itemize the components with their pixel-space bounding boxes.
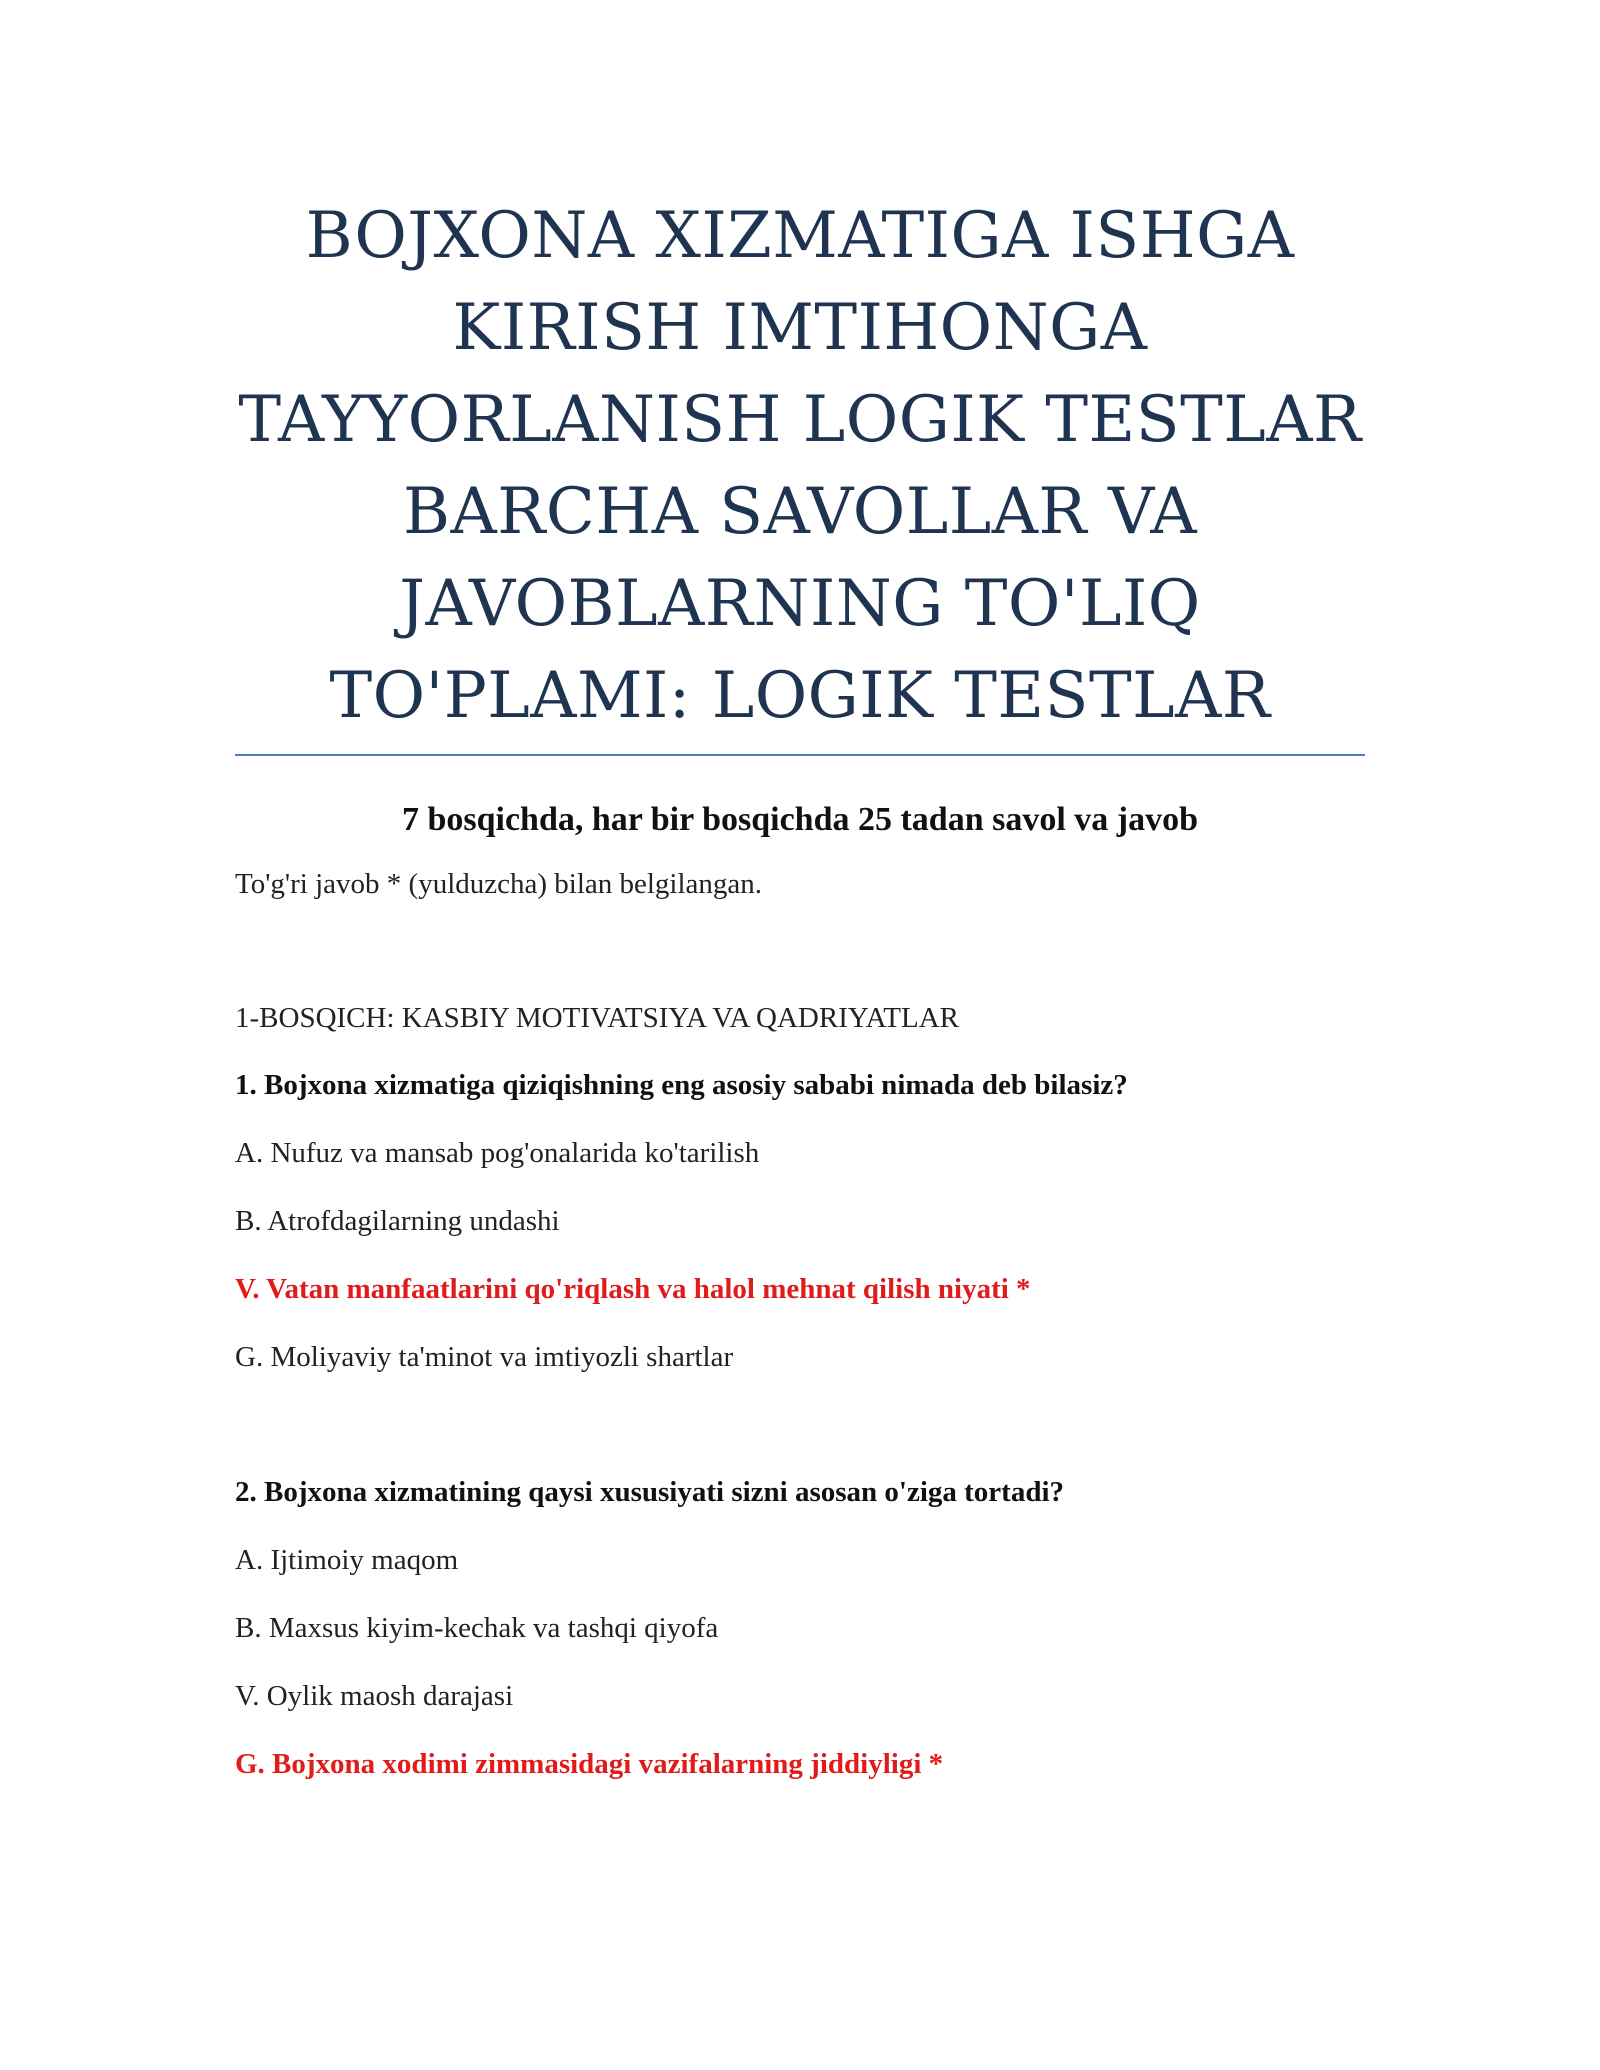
question-block <box>235 1067 1365 1375</box>
question-text: 1. Bojxona xizmatiga qiziqishning eng asosiy sababi nimada deb bilasiz? <box>235 1069 1128 1101</box>
title-line: BOJXONA XIZMATIGA ISHGA <box>305 199 1295 273</box>
answer-option: B. Maxsus kiyim-kechak va tashqi qiyofa <box>235 1612 719 1644</box>
title-line: TAYYORLANISH LOGIK TESTLAR <box>238 383 1362 457</box>
question-block <box>235 1474 1365 1782</box>
answer-option: B. Atrofdagilarning undashi <box>235 1205 560 1237</box>
title-line: JAVOBLARNING TO'LIQ <box>399 567 1201 641</box>
title-line: KIRISH IMTIHONGA <box>452 291 1148 365</box>
title-line: TO'PLAMI: LOGIK TESTLAR <box>329 659 1271 733</box>
question-text: 2. Bojxona xizmatining qaysi xususiyati sizni asosan o'ziga tortadi? <box>235 1476 1065 1508</box>
title-line: BARCHA SAVOLLAR VA <box>402 475 1198 549</box>
stage-heading: 1-BOSQICH: KASBIY MOTIVATSIYA VA QADRIYATLAR <box>235 1002 960 1034</box>
answer-option: V. Oylik maosh darajasi <box>235 1680 514 1712</box>
title-divider <box>235 754 1365 756</box>
document-title <box>235 0 1365 742</box>
answer-option: A. Nufuz va mansab pog'onalarida ko'tarilish <box>235 1137 760 1169</box>
answer-option: A. Ijtimoiy maqom <box>235 1544 459 1576</box>
correct-answer-option: V. Vatan manfaatlarini qo'riqlash va halol mehnat qilish niyati * <box>235 1273 1031 1305</box>
document-subtitle: 7 bosqichda, har bir bosqichda 25 tadan savol va javob <box>401 801 1199 838</box>
correct-answer-option: G. Bojxona xodimi zimmasidagi vazifalarning jiddiyligi * <box>235 1748 944 1780</box>
answer-key-note: To'g'ri javob * (yulduzcha) bilan belgilangan. <box>235 868 763 900</box>
document-page <box>235 0 1365 1782</box>
answer-option: G. Moliyaviy ta'minot va imtiyozli shartlar <box>235 1341 734 1373</box>
